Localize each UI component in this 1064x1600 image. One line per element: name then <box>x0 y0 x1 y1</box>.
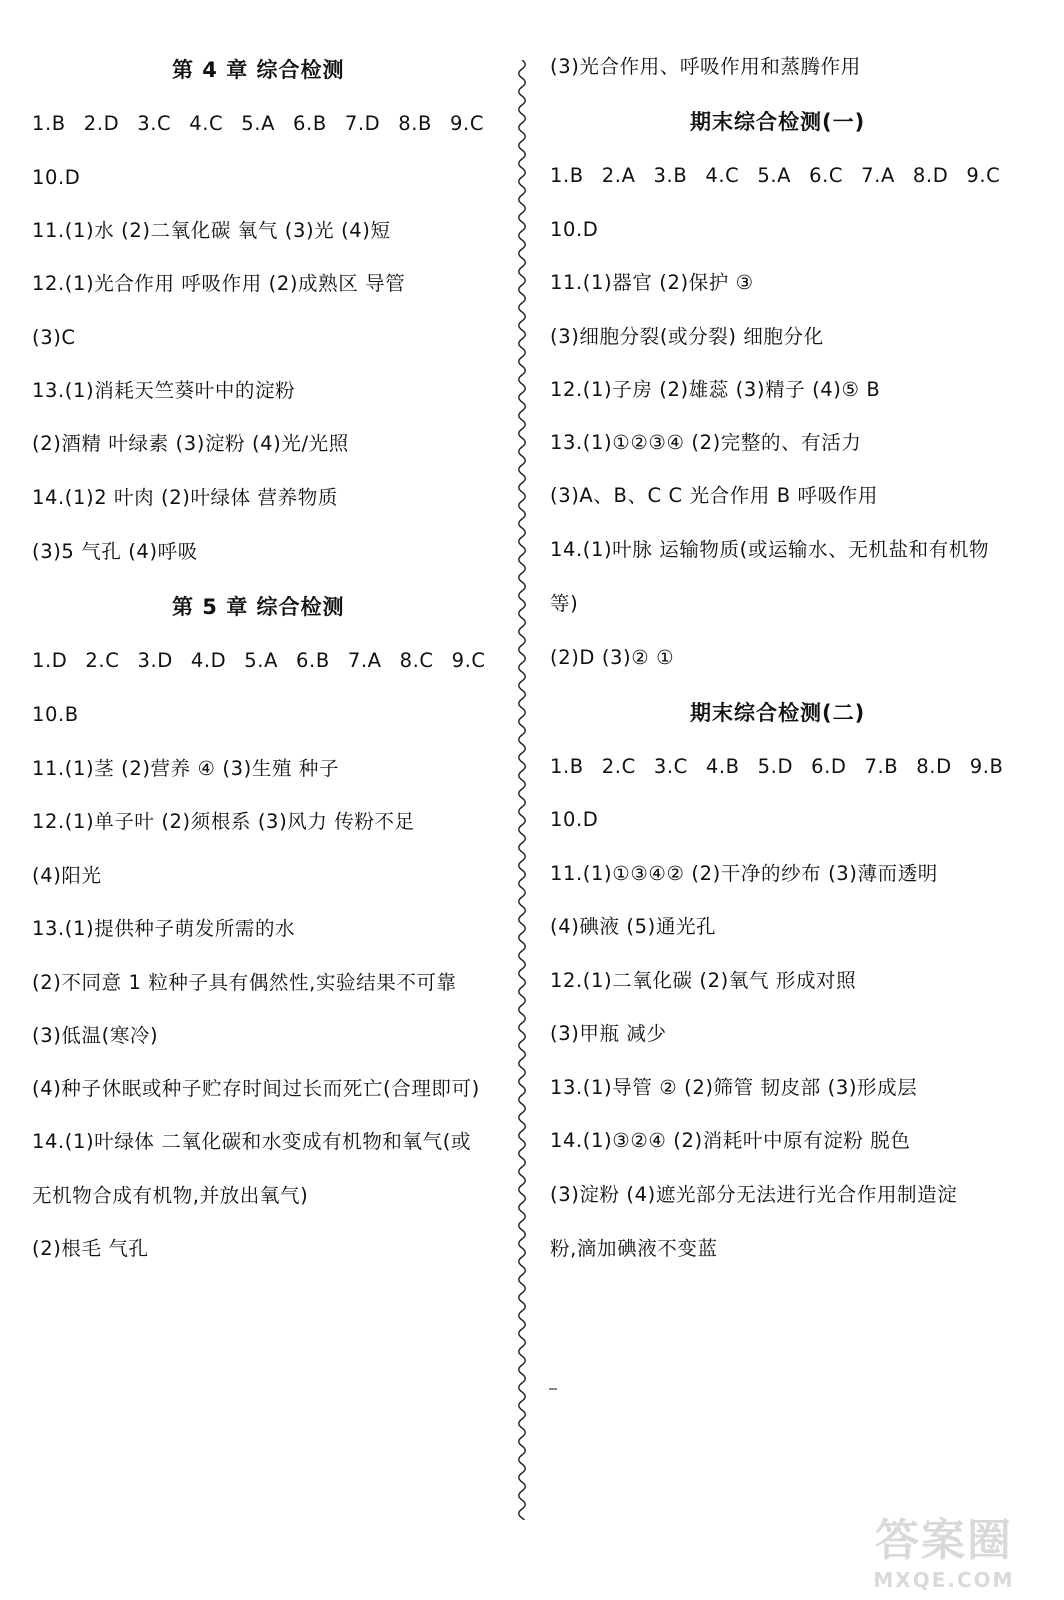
continued-answer: (3)光合作用、呼吸作用和蒸腾作用 <box>550 55 861 78</box>
watermark-bottom-text: MXQE.COM <box>873 1568 1015 1592</box>
chapter5-q14-line1: 14.(1)叶绿体 二氧化碳和水变成有机物和氧气(或 <box>32 1130 472 1153</box>
mc-answer-5: 5.A <box>244 649 279 672</box>
chapter5-mc-row2: 10.B <box>32 703 79 726</box>
mc-answer-7: 7.B <box>864 755 899 778</box>
watermark-logo <box>854 1504 1034 1594</box>
chapter4-mc-row1 <box>32 111 502 137</box>
mc-answer-7: 7.A <box>861 164 895 187</box>
chapter4-mc-row2: 10.D <box>32 166 81 189</box>
mc-answer-2: 2.C <box>85 649 120 672</box>
chapter5-q13-line1: 13.(1)提供种子萌发所需的水 <box>32 917 296 940</box>
mc-answer-2: 2.D <box>83 112 120 135</box>
mc-answer-5: 5.A <box>241 112 276 135</box>
chapter4-q13-line2: (2)酒精 叶绿素 (3)淀粉 (4)光/光照 <box>32 432 349 455</box>
chapter4-q12-line1: 12.(1)光合作用 呼吸作用 (2)成熟区 导管 <box>32 272 406 295</box>
final1-mc-row2: 10.D <box>550 218 599 241</box>
mc-answer-1: 1.B <box>32 112 66 135</box>
mc-answer-4: 4.C <box>705 164 740 187</box>
chapter5-q13-line3: (3)低温(寒冷) <box>32 1024 159 1047</box>
mc-answer-6: 6.C <box>809 164 844 187</box>
chapter4-q14-line1: 14.(1)2 叶肉 (2)叶绿体 营养物质 <box>32 486 338 509</box>
final2-mc-row1 <box>550 754 1022 780</box>
chapter5-q13-line2: (2)不同意 1 粒种子具有偶然性,实验结果不可靠 <box>32 971 457 994</box>
chapter4-q11: 11.(1)水 (2)二氧化碳 氧气 (3)光 (4)短 <box>32 219 391 242</box>
final1-mc-row1 <box>550 163 1018 189</box>
mc-answer-1: 1.B <box>550 755 584 778</box>
mc-answer-2: 2.C <box>601 755 636 778</box>
final2-q11-line2: (4)碘液 (5)通光孔 <box>550 915 717 938</box>
chapter5-q14-line2: 无机物合成有机物,并放出氧气) <box>32 1184 309 1207</box>
final1-q14-line2: 等) <box>550 592 579 615</box>
final1-q14-line3: (2)D (3)② ① <box>550 646 675 669</box>
mc-answer-7: 7.D <box>344 112 381 135</box>
final1-q12: 12.(1)子房 (2)雄蕊 (3)精子 (4)⑤ B <box>550 378 881 401</box>
stray-mark <box>549 1388 557 1390</box>
final-exam-2-title: 期末综合检测(二) <box>690 701 866 725</box>
mc-answer-3: 3.D <box>137 649 173 672</box>
final1-q13-line2: (3)A、B、C C 光合作用 B 呼吸作用 <box>550 484 878 507</box>
mc-answer-1: 1.B <box>550 164 584 187</box>
mc-answer-1: 1.D <box>32 649 68 672</box>
chapter4-q13-line1: 13.(1)消耗天竺葵叶中的淀粉 <box>32 379 296 402</box>
final2-q14-line3: 粉,滴加碘液不变蓝 <box>550 1237 718 1260</box>
mc-answer-8: 8.D <box>916 755 952 778</box>
mc-answer-9: 9.C <box>966 164 1001 187</box>
mc-answer-5: 5.A <box>757 164 792 187</box>
mc-answer-3: 3.C <box>137 112 172 135</box>
wavy-divider <box>508 60 536 1520</box>
mc-answer-3: 3.C <box>653 755 688 778</box>
mc-answer-6: 6.D <box>811 755 847 778</box>
chapter5-q14-line3: (2)根毛 气孔 <box>32 1237 149 1260</box>
mc-answer-8: 8.D <box>912 164 949 187</box>
final2-q12-line1: 12.(1)二氧化碳 (2)氧气 形成对照 <box>550 969 857 992</box>
chapter4-q12-line2: (3)C <box>32 326 76 349</box>
mc-answer-4: 4.B <box>705 755 740 778</box>
final2-q13: 13.(1)导管 ② (2)筛管 韧皮部 (3)形成层 <box>550 1076 918 1099</box>
watermark-top-text: 答案圈 <box>875 1515 1013 1566</box>
mc-answer-7: 7.A <box>347 649 382 672</box>
mc-answer-6: 6.B <box>293 112 327 135</box>
final2-q11-line1: 11.(1)①③④② (2)干净的纱布 (3)薄而透明 <box>550 862 938 885</box>
mc-answer-9: 9.C <box>450 112 485 135</box>
chapter5-mc-row1 <box>32 648 504 674</box>
mc-answer-5: 5.D <box>757 755 794 778</box>
mc-answer-4: 4.D <box>190 649 227 672</box>
chapter4-title: 第 4 章 综合检测 <box>172 58 345 82</box>
chapter5-title: 第 5 章 综合检测 <box>172 595 345 619</box>
final2-mc-row2: 10.D <box>550 808 599 831</box>
mc-answer-8: 8.C <box>399 649 434 672</box>
mc-answer-9: 9.C <box>451 649 486 672</box>
final1-q11-line2: (3)细胞分裂(或分裂) 细胞分化 <box>550 325 824 348</box>
final2-q14-line2: (3)淀粉 (4)遮光部分无法进行光合作用制造淀 <box>550 1183 958 1206</box>
mc-answer-6: 6.B <box>296 649 330 672</box>
final1-q11-line1: 11.(1)器官 (2)保护 ③ <box>550 271 754 294</box>
final1-q13-line1: 13.(1)①②③④ (2)完整的、有活力 <box>550 431 862 454</box>
chapter5-q12-line2: (4)阳光 <box>32 864 102 887</box>
mc-answer-3: 3.B <box>653 164 688 187</box>
chapter4-q14-line2: (3)5 气孔 (4)呼吸 <box>32 540 198 563</box>
chapter5-q11: 11.(1)茎 (2)营养 ④ (3)生殖 种子 <box>32 757 340 780</box>
mc-answer-4: 4.C <box>189 112 224 135</box>
mc-answer-9: 9.B <box>969 755 1004 778</box>
final2-q14-line1: 14.(1)③②④ (2)消耗叶中原有淀粉 脱色 <box>550 1129 911 1152</box>
mc-answer-2: 2.A <box>601 164 636 187</box>
mc-answer-8: 8.B <box>398 112 433 135</box>
final-exam-1-title: 期末综合检测(一) <box>690 110 866 134</box>
final2-q12-line2: (3)甲瓶 减少 <box>550 1022 667 1045</box>
chapter5-q13-line4: (4)种子休眠或种子贮存时间过长而死亡(合理即可) <box>32 1077 480 1100</box>
final1-q14-line1: 14.(1)叶脉 运输物质(或运输水、无机盐和有机物 <box>550 538 990 561</box>
chapter5-q12-line1: 12.(1)单子叶 (2)须根系 (3)风力 传粉不足 <box>32 810 415 833</box>
